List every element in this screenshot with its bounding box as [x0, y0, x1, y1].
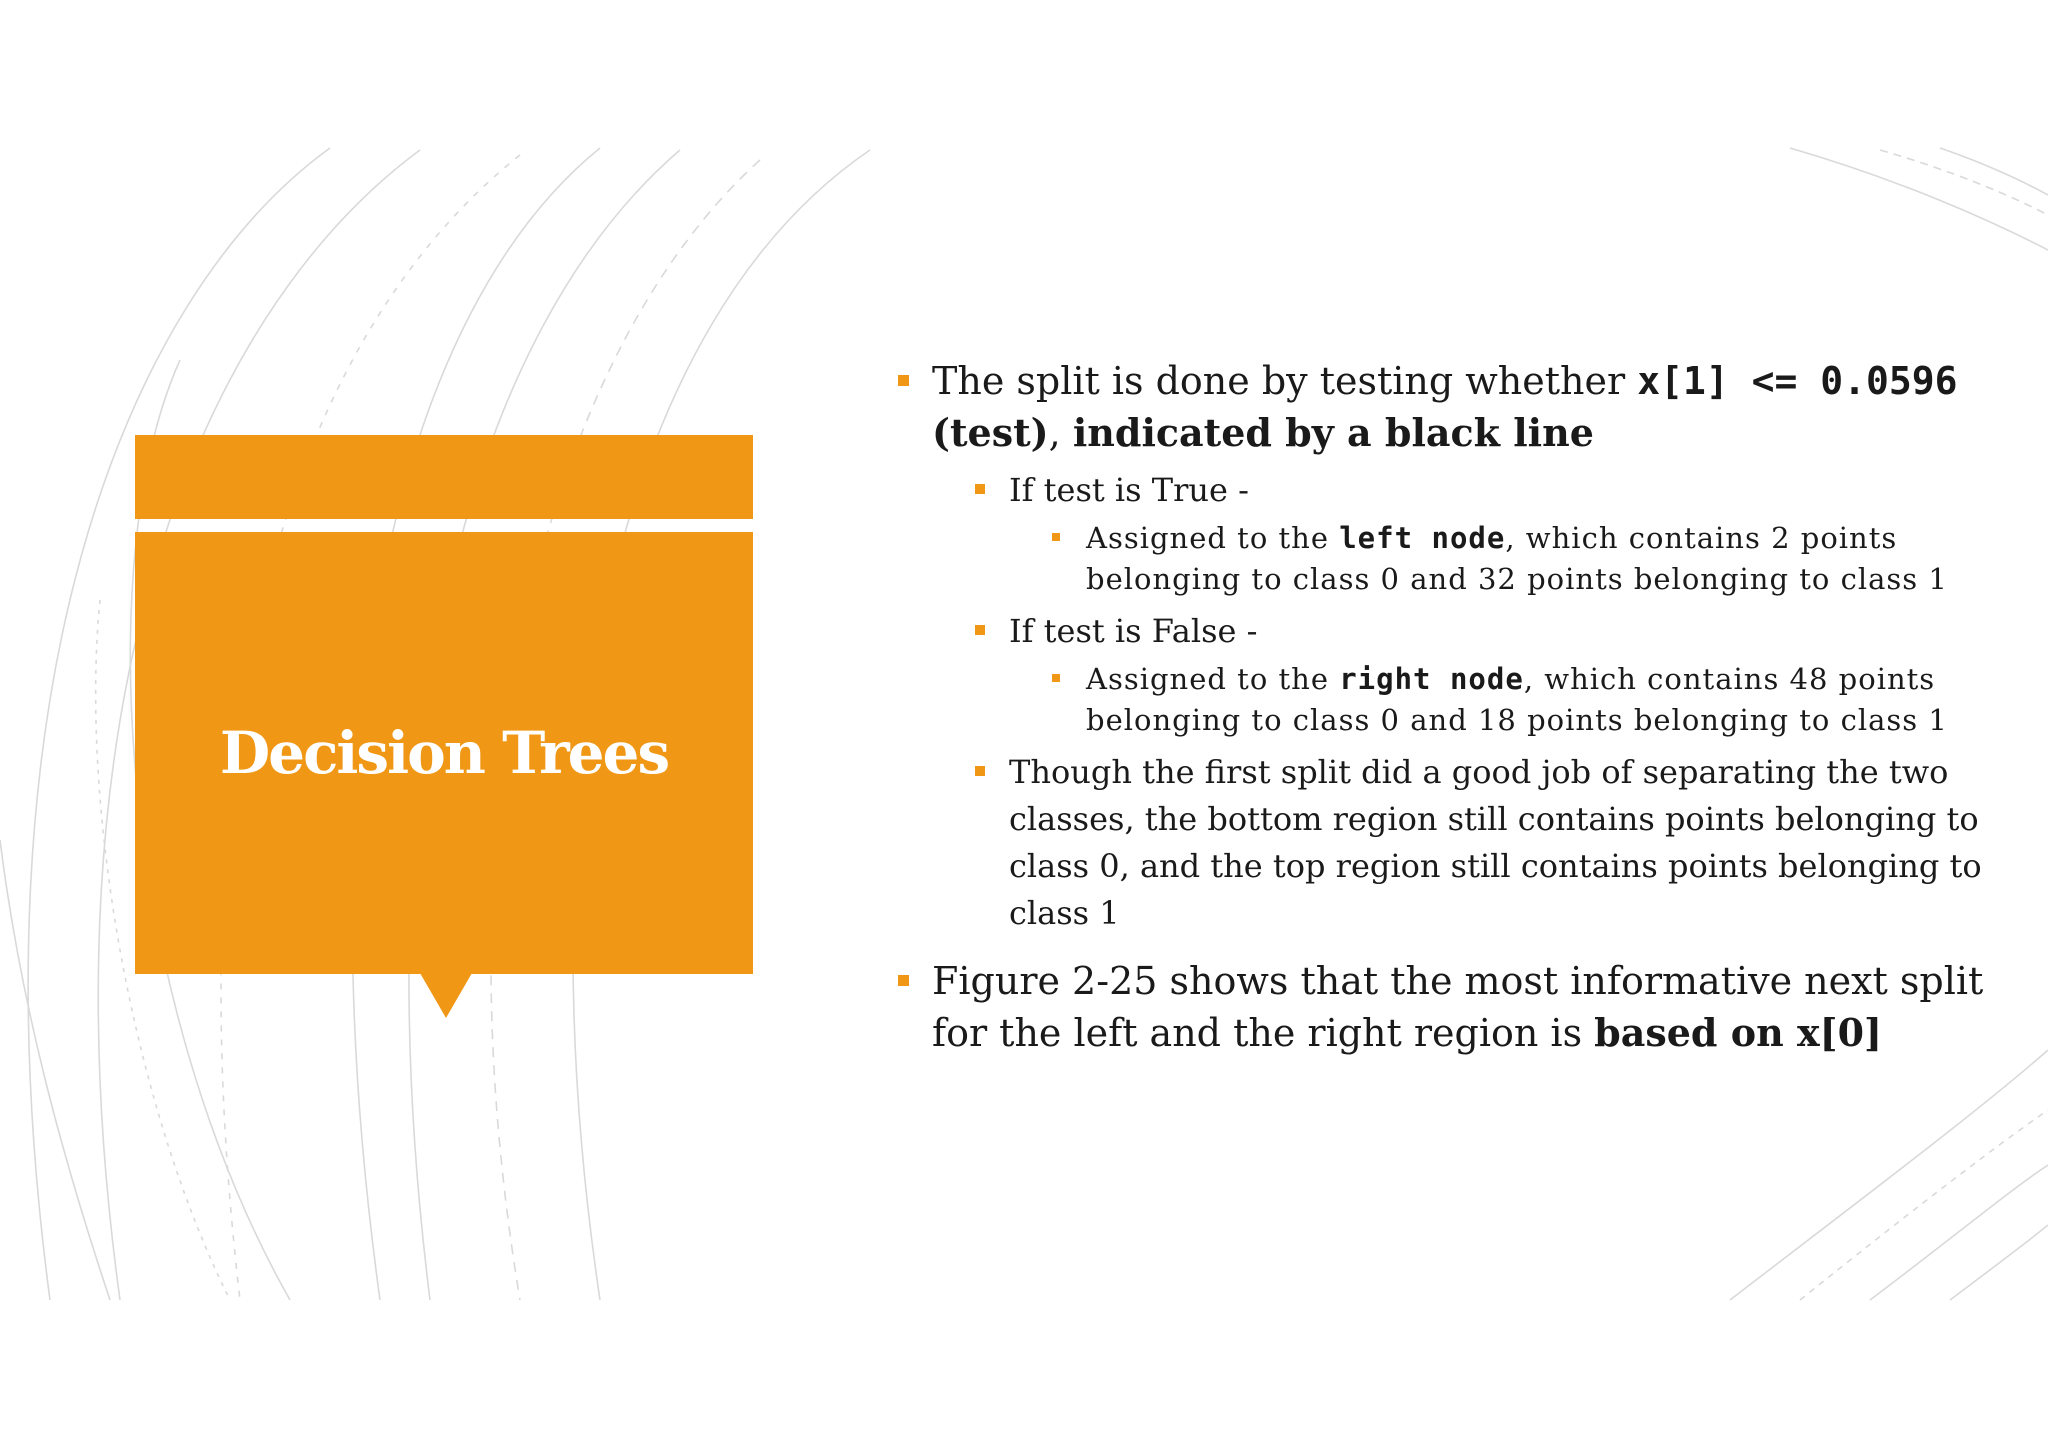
bullet-next-split	[895, 955, 2020, 1059]
bullet-text: If test is False -	[1009, 612, 1258, 650]
bullet-bold-text: based on x[0]	[1594, 1010, 1882, 1055]
bullet-text: If test is True -	[1009, 471, 1249, 509]
bullet-text: Assigned to the	[1086, 521, 1340, 555]
bullet-marker	[898, 975, 909, 986]
sub-bullet-test-true	[972, 467, 2020, 514]
bullet-text: , which contains 48 points belonging to class 0 and 18 points belonging to class 1	[1086, 662, 1948, 737]
sub-sub-bullet-right-node	[1049, 659, 2020, 741]
bullet-marker	[1052, 674, 1060, 682]
bullet-split-test	[895, 355, 2020, 459]
sub-bullet-test-false	[972, 608, 2020, 655]
bullet-list	[895, 355, 2020, 1059]
sub-bullet-regions-note	[972, 749, 2020, 937]
bullet-code: right node	[1339, 662, 1524, 696]
sub-sub-bullet-left-node	[1049, 518, 2020, 600]
title-accent-bar	[135, 435, 753, 519]
bullet-text: ,	[1048, 411, 1073, 455]
bullet-text: Though the first split did a good job of separating the two classes, the bottom region still contains points belonging to class 0, and the top region still contains points belonging to class 1	[1009, 753, 1982, 932]
bullet-marker	[975, 625, 985, 635]
bullet-code: x[1] <= 0.0596	[1637, 359, 1958, 403]
bullet-marker	[1052, 533, 1060, 541]
callout-pointer	[420, 973, 472, 1018]
bullet-text: , which contains 2 points belonging to class 0 and 32 points belonging to class 1	[1086, 521, 1948, 596]
bullet-bold-text: (test)	[932, 410, 1049, 455]
bullet-marker	[975, 766, 985, 776]
slide-title: Decision Trees	[219, 719, 669, 787]
bullet-text: The split is done by testing whether	[932, 359, 1638, 403]
bullet-marker	[898, 375, 909, 386]
bullet-text: Assigned to the	[1086, 662, 1340, 696]
bullet-marker	[975, 484, 985, 494]
bullet-text: Figure 2-25 shows that the most informative next split for the left and the right region is	[932, 959, 1984, 1055]
bullet-code: left node	[1339, 521, 1506, 555]
bullet-bold-text: indicated by a black line	[1072, 410, 1594, 455]
